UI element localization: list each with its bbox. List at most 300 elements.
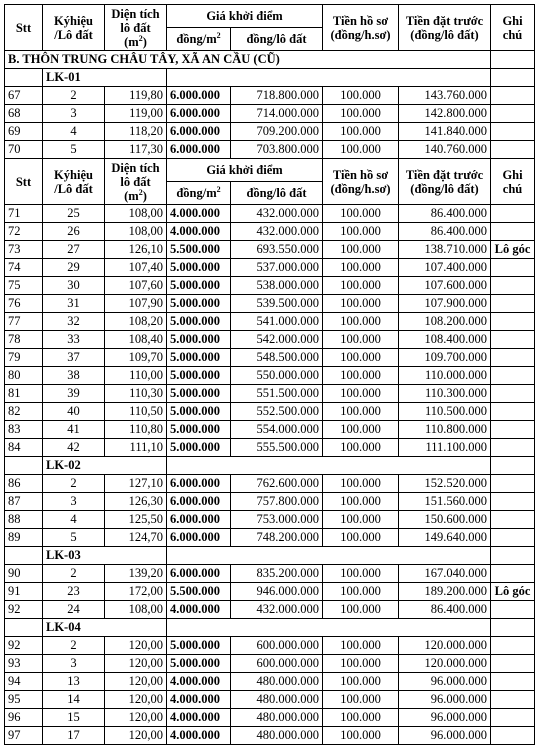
cell-area: 120,00 (105, 691, 167, 709)
table-row (5, 493, 535, 511)
group-label-empty-end (491, 547, 535, 565)
cell-deposit: 86.400.000 (399, 223, 491, 241)
table-row (5, 123, 535, 141)
cell-stt: 96 (5, 709, 43, 727)
cell-deposit: 110.800.000 (399, 421, 491, 439)
cell-lot: 3 (43, 655, 105, 673)
cell-note (491, 403, 535, 421)
cell-lot: 2 (43, 637, 105, 655)
cell-lot: 23 (43, 583, 105, 601)
cell-lot: 42 (43, 439, 105, 457)
cell-area: 107,90 (105, 295, 167, 313)
cell-dossier-fee: 100.000 (323, 583, 399, 601)
header-hoso-line2: (đồng/h.sơ) (330, 27, 391, 42)
table-row (5, 709, 535, 727)
cell-deposit: 142.800.000 (399, 105, 491, 123)
cell-price-per-lot: 600.000.000 (231, 637, 323, 655)
cell-price-per-lot: 757.800.000 (231, 493, 323, 511)
cell-price-per-m2: 5.000.000 (167, 259, 231, 277)
group-label-lk04: LK-04 (43, 619, 167, 637)
group-label-row (5, 69, 535, 87)
cell-lot: 26 (43, 223, 105, 241)
cell-note (491, 655, 535, 673)
cell-dossier-fee: 100.000 (323, 403, 399, 421)
cell-stt: 94 (5, 673, 43, 691)
header-kyhieu-line2-repeat: /Lô đất (54, 181, 93, 196)
table-row (5, 331, 535, 349)
cell-area: 110,80 (105, 421, 167, 439)
cell-stt: 91 (5, 583, 43, 601)
header-kyhieu (43, 5, 105, 51)
header-dientich-close: ) (142, 34, 147, 49)
cell-note (491, 331, 535, 349)
cell-price-per-m2: 5.000.000 (167, 277, 231, 295)
cell-dossier-fee: 100.000 (323, 223, 399, 241)
header-dientich-line2: lô đất (120, 20, 151, 35)
cell-price-per-m2: 6.000.000 (167, 475, 231, 493)
cell-note (491, 565, 535, 583)
cell-lot: 37 (43, 349, 105, 367)
cell-deposit: 120.000.000 (399, 655, 491, 673)
cell-lot: 38 (43, 367, 105, 385)
group-label-empty (5, 457, 43, 475)
cell-dossier-fee: 100.000 (323, 691, 399, 709)
cell-price-per-lot: 753.000.000 (231, 511, 323, 529)
header-kyhieu-line1-repeat: Kýhiệu (54, 167, 93, 182)
table-row (5, 601, 535, 619)
cell-stt: 75 (5, 277, 43, 295)
cell-deposit: 152.520.000 (399, 475, 491, 493)
cell-stt: 68 (5, 105, 43, 123)
cell-note (491, 673, 535, 691)
cell-stt: 97 (5, 727, 43, 745)
cell-dossier-fee: 100.000 (323, 295, 399, 313)
table-row (5, 565, 535, 583)
cell-note (491, 727, 535, 745)
header-dattruoc (399, 5, 491, 51)
cell-stt: 67 (5, 87, 43, 105)
table-row (5, 673, 535, 691)
cell-deposit: 140.760.000 (399, 141, 491, 159)
cell-price-per-lot: 709.200.000 (231, 123, 323, 141)
cell-lot: 40 (43, 403, 105, 421)
group1-body (5, 87, 535, 159)
group2-body (5, 475, 535, 547)
cell-price-per-lot: 693.550.000 (231, 241, 323, 259)
cell-price-per-lot: 703.800.000 (231, 141, 323, 159)
cell-area: 120,00 (105, 727, 167, 745)
group-label-filler (167, 547, 491, 565)
cell-price-per-m2: 6.000.000 (167, 141, 231, 159)
cell-lot: 13 (43, 673, 105, 691)
cell-deposit: 86.400.000 (399, 601, 491, 619)
table-row (5, 655, 535, 673)
cell-price-per-lot: 432.000.000 (231, 205, 323, 223)
cell-dossier-fee: 100.000 (323, 529, 399, 547)
table-row (5, 475, 535, 493)
cell-price-per-lot: 537.000.000 (231, 259, 323, 277)
cell-note (491, 511, 535, 529)
header-gia-m2-repeat (167, 182, 231, 205)
cell-price-per-m2: 5.000.000 (167, 385, 231, 403)
cell-dossier-fee: 100.000 (323, 385, 399, 403)
cell-lot: 32 (43, 313, 105, 331)
cell-stt: 79 (5, 349, 43, 367)
cell-deposit: 120.000.000 (399, 637, 491, 655)
cell-deposit: 86.400.000 (399, 205, 491, 223)
cell-note: Lô góc (491, 241, 535, 259)
cell-stt: 71 (5, 205, 43, 223)
cell-dossier-fee: 100.000 (323, 601, 399, 619)
header-hoso (323, 5, 399, 51)
group-label-row (5, 547, 535, 565)
cell-stt: 92 (5, 601, 43, 619)
header-hoso-repeat (323, 159, 399, 205)
header-gia-m2-label: đồng/m (176, 32, 217, 46)
table-row (5, 403, 535, 421)
cell-price-per-lot: 548.500.000 (231, 349, 323, 367)
cell-price-per-m2: 5.000.000 (167, 313, 231, 331)
cell-note (491, 367, 535, 385)
cell-price-per-m2: 5.000.000 (167, 421, 231, 439)
header-gia-m2-sup: 2 (216, 30, 221, 40)
cell-dossier-fee: 100.000 (323, 727, 399, 745)
cell-stt: 87 (5, 493, 43, 511)
header-dattruoc-line2-repeat: (đồng/lô đất) (410, 181, 479, 196)
header-dattruoc-line1-repeat: Tiền đặt trước (405, 167, 484, 182)
header-hoso-line1: Tiền hồ sơ (332, 13, 389, 28)
group-label-empty (5, 69, 43, 87)
header-dientich-line2-repeat: lô đất (120, 174, 151, 189)
cell-area: 126,10 (105, 241, 167, 259)
cell-stt: 70 (5, 141, 43, 159)
cell-price-per-m2: 5.000.000 (167, 637, 231, 655)
cell-price-per-lot: 539.500.000 (231, 295, 323, 313)
cell-price-per-m2: 6.000.000 (167, 529, 231, 547)
cell-note (491, 313, 535, 331)
header-ghichu-line2: chú (502, 27, 523, 42)
table-row (5, 439, 535, 457)
cell-area: 110,30 (105, 385, 167, 403)
group-label-lk03: LK-03 (43, 547, 167, 565)
cell-stt: 73 (5, 241, 43, 259)
cell-price-per-m2: 4.000.000 (167, 223, 231, 241)
auction-price-document (4, 4, 534, 745)
cell-price-per-lot: 432.000.000 (231, 223, 323, 241)
cell-deposit: 110.300.000 (399, 385, 491, 403)
cell-stt: 84 (5, 439, 43, 457)
cell-area: 124,70 (105, 529, 167, 547)
land-lot-table (4, 4, 535, 745)
cell-deposit: 141.840.000 (399, 123, 491, 141)
cell-lot: 4 (43, 511, 105, 529)
table-row (5, 529, 535, 547)
cell-deposit: 110.000.000 (399, 367, 491, 385)
cell-area: 107,40 (105, 259, 167, 277)
cell-price-per-lot: 600.000.000 (231, 655, 323, 673)
cell-dossier-fee: 100.000 (323, 349, 399, 367)
group-label-empty-end (491, 457, 535, 475)
cell-stt: 78 (5, 331, 43, 349)
header-dientich-sup: 2 (138, 33, 143, 43)
group-label-lk02: LK-02 (43, 457, 167, 475)
cell-deposit: 107.400.000 (399, 259, 491, 277)
cell-stt: 93 (5, 655, 43, 673)
cell-dossier-fee: 100.000 (323, 123, 399, 141)
header-ghichu-line1-repeat: Ghi (502, 167, 523, 182)
cell-dossier-fee: 100.000 (323, 259, 399, 277)
cell-price-per-m2: 6.000.000 (167, 511, 231, 529)
cell-area: 120,00 (105, 709, 167, 727)
cell-note (491, 259, 535, 277)
table-row (5, 87, 535, 105)
cell-price-per-m2: 4.000.000 (167, 673, 231, 691)
cell-price-per-m2: 6.000.000 (167, 123, 231, 141)
cell-lot: 5 (43, 141, 105, 159)
header-dientich-repeat (105, 159, 167, 205)
cell-dossier-fee: 100.000 (323, 439, 399, 457)
group-label-row (5, 619, 535, 637)
cell-price-per-lot: 835.200.000 (231, 565, 323, 583)
header-dientich (105, 5, 167, 51)
cell-area: 117,30 (105, 141, 167, 159)
table-row (5, 313, 535, 331)
cell-stt: 83 (5, 421, 43, 439)
cell-note (491, 223, 535, 241)
cell-note (491, 601, 535, 619)
cell-price-per-m2: 5.000.000 (167, 349, 231, 367)
cell-stt: 74 (5, 259, 43, 277)
cell-price-per-m2: 6.000.000 (167, 87, 231, 105)
cell-area: 120,00 (105, 673, 167, 691)
cell-area: 119,00 (105, 105, 167, 123)
cell-lot: 15 (43, 709, 105, 727)
cell-deposit: 167.040.000 (399, 565, 491, 583)
cell-area: 125,50 (105, 511, 167, 529)
cell-deposit: 110.500.000 (399, 403, 491, 421)
cell-dossier-fee: 100.000 (323, 709, 399, 727)
cell-deposit: 150.600.000 (399, 511, 491, 529)
group-label-filler (167, 619, 491, 637)
cell-area: 108,40 (105, 331, 167, 349)
cell-lot: 25 (43, 205, 105, 223)
cell-stt: 82 (5, 403, 43, 421)
cell-price-per-m2: 4.000.000 (167, 601, 231, 619)
cell-dossier-fee: 100.000 (323, 673, 399, 691)
cell-deposit: 149.640.000 (399, 529, 491, 547)
table-row (5, 349, 535, 367)
cell-price-per-m2: 5.000.000 (167, 403, 231, 421)
cell-price-per-lot: 550.000.000 (231, 367, 323, 385)
cell-note (491, 709, 535, 727)
header-gia-repeat: Giá khởi điểm (167, 159, 323, 182)
cell-lot: 3 (43, 493, 105, 511)
cell-price-per-lot: 554.000.000 (231, 421, 323, 439)
cell-price-per-lot: 551.500.000 (231, 385, 323, 403)
cell-note (491, 439, 535, 457)
cell-price-per-m2: 6.000.000 (167, 493, 231, 511)
table-row (5, 637, 535, 655)
cell-price-per-lot: 432.000.000 (231, 601, 323, 619)
header-ghichu-repeat (491, 159, 535, 205)
section-empty-cell (491, 51, 535, 69)
cell-area: 118,20 (105, 123, 167, 141)
table-row (5, 511, 535, 529)
header-dattruoc-repeat (399, 159, 491, 205)
header-kyhieu-repeat (43, 159, 105, 205)
header-hoso-line1-repeat: Tiền hồ sơ (332, 167, 389, 182)
table-row (5, 691, 535, 709)
cell-stt: 95 (5, 691, 43, 709)
cell-area: 120,00 (105, 637, 167, 655)
header-gia-m2 (167, 28, 231, 51)
cell-price-per-lot: 480.000.000 (231, 673, 323, 691)
header-dattruoc-line1: Tiền đặt trước (405, 13, 484, 28)
cell-lot: 4 (43, 123, 105, 141)
cell-price-per-lot: 542.000.000 (231, 331, 323, 349)
header-stt: Stt (5, 5, 43, 51)
cell-stt: 69 (5, 123, 43, 141)
cell-area: 119,80 (105, 87, 167, 105)
cell-area: 108,00 (105, 223, 167, 241)
cell-dossier-fee: 100.000 (323, 565, 399, 583)
header-ghichu (491, 5, 535, 51)
cell-lot: 39 (43, 385, 105, 403)
table-row (5, 727, 535, 745)
cell-dossier-fee: 100.000 (323, 367, 399, 385)
cell-deposit: 108.400.000 (399, 331, 491, 349)
cell-deposit: 107.900.000 (399, 295, 491, 313)
cell-price-per-lot: 714.000.000 (231, 105, 323, 123)
cell-deposit: 96.000.000 (399, 691, 491, 709)
cell-price-per-m2: 4.000.000 (167, 727, 231, 745)
cell-lot: 29 (43, 259, 105, 277)
cell-note (491, 277, 535, 295)
cell-price-per-m2: 4.000.000 (167, 205, 231, 223)
table-row (5, 141, 535, 159)
cell-deposit: 108.200.000 (399, 313, 491, 331)
group1b-body (5, 205, 535, 457)
cell-deposit: 143.760.000 (399, 87, 491, 105)
table-row (5, 421, 535, 439)
cell-dossier-fee: 100.000 (323, 277, 399, 295)
header-hoso-line2-repeat: (đồng/h.sơ) (330, 181, 391, 196)
cell-price-per-lot: 480.000.000 (231, 709, 323, 727)
cell-dossier-fee: 100.000 (323, 241, 399, 259)
cell-note (491, 205, 535, 223)
cell-area: 108,20 (105, 313, 167, 331)
cell-note (491, 691, 535, 709)
section-title: B. THÔN TRUNG CHÂU TÂY, XÃ AN CẦU (CŨ) (5, 51, 491, 69)
cell-lot: 2 (43, 87, 105, 105)
cell-deposit: 109.700.000 (399, 349, 491, 367)
cell-area: 110,00 (105, 367, 167, 385)
header-stt-repeat: Stt (5, 159, 43, 205)
cell-note (491, 141, 535, 159)
cell-area: 120,00 (105, 655, 167, 673)
cell-dossier-fee: 100.000 (323, 655, 399, 673)
cell-stt: 90 (5, 565, 43, 583)
header-dientich-close-repeat: ) (142, 188, 147, 203)
cell-lot: 33 (43, 331, 105, 349)
cell-deposit: 111.100.000 (399, 439, 491, 457)
cell-price-per-lot: 480.000.000 (231, 691, 323, 709)
header-gia-m2-label-repeat: đồng/m (176, 186, 217, 200)
cell-deposit: 151.560.000 (399, 493, 491, 511)
cell-dossier-fee: 100.000 (323, 637, 399, 655)
group-label-empty-end (491, 69, 535, 87)
cell-price-per-m2: 5.000.000 (167, 367, 231, 385)
cell-price-per-m2: 6.000.000 (167, 105, 231, 123)
cell-note (491, 421, 535, 439)
cell-price-per-m2: 5.000.000 (167, 439, 231, 457)
header-dientich-line1: Diện tích (111, 6, 160, 21)
cell-area: 108,00 (105, 205, 167, 223)
group-label-filler (167, 457, 491, 475)
cell-price-per-lot: 762.600.000 (231, 475, 323, 493)
cell-price-per-lot: 552.500.000 (231, 403, 323, 421)
cell-deposit: 96.000.000 (399, 727, 491, 745)
cell-price-per-m2: 5.500.000 (167, 241, 231, 259)
cell-lot: 5 (43, 529, 105, 547)
header-dientich-sup-repeat: 2 (138, 187, 143, 197)
header-dientich-unit: (m (124, 34, 139, 49)
cell-note (491, 385, 535, 403)
cell-price-per-lot: 538.000.000 (231, 277, 323, 295)
cell-price-per-lot: 946.000.000 (231, 583, 323, 601)
cell-lot: 31 (43, 295, 105, 313)
cell-stt: 76 (5, 295, 43, 313)
cell-area: 139,20 (105, 565, 167, 583)
cell-note: Lô góc (491, 583, 535, 601)
cell-dossier-fee: 100.000 (323, 105, 399, 123)
group-label-row (5, 457, 535, 475)
cell-dossier-fee: 100.000 (323, 141, 399, 159)
cell-dossier-fee: 100.000 (323, 475, 399, 493)
group3-body (5, 565, 535, 619)
cell-area: 108,00 (105, 601, 167, 619)
cell-deposit: 96.000.000 (399, 673, 491, 691)
group-label-lk01: LK-01 (43, 69, 167, 87)
cell-deposit: 189.200.000 (399, 583, 491, 601)
table-row (5, 105, 535, 123)
cell-note (491, 123, 535, 141)
cell-stt: 86 (5, 475, 43, 493)
cell-area: 172,00 (105, 583, 167, 601)
cell-lot: 14 (43, 691, 105, 709)
cell-lot: 2 (43, 475, 105, 493)
cell-deposit: 96.000.000 (399, 709, 491, 727)
table-row (5, 277, 535, 295)
table-row (5, 259, 535, 277)
group-label-empty (5, 619, 43, 637)
cell-lot: 17 (43, 727, 105, 745)
cell-deposit: 107.600.000 (399, 277, 491, 295)
cell-dossier-fee: 100.000 (323, 511, 399, 529)
cell-note (491, 105, 535, 123)
header-ghichu-line1: Ghi (502, 13, 523, 28)
cell-dossier-fee: 100.000 (323, 421, 399, 439)
table-header-row-repeat (5, 159, 535, 182)
header-dattruoc-line2: (đồng/lô đất) (410, 27, 479, 42)
cell-price-per-m2: 4.000.000 (167, 691, 231, 709)
table-row (5, 205, 535, 223)
cell-dossier-fee: 100.000 (323, 205, 399, 223)
cell-note (491, 87, 535, 105)
cell-note (491, 475, 535, 493)
cell-lot: 2 (43, 565, 105, 583)
cell-price-per-m2: 6.000.000 (167, 565, 231, 583)
